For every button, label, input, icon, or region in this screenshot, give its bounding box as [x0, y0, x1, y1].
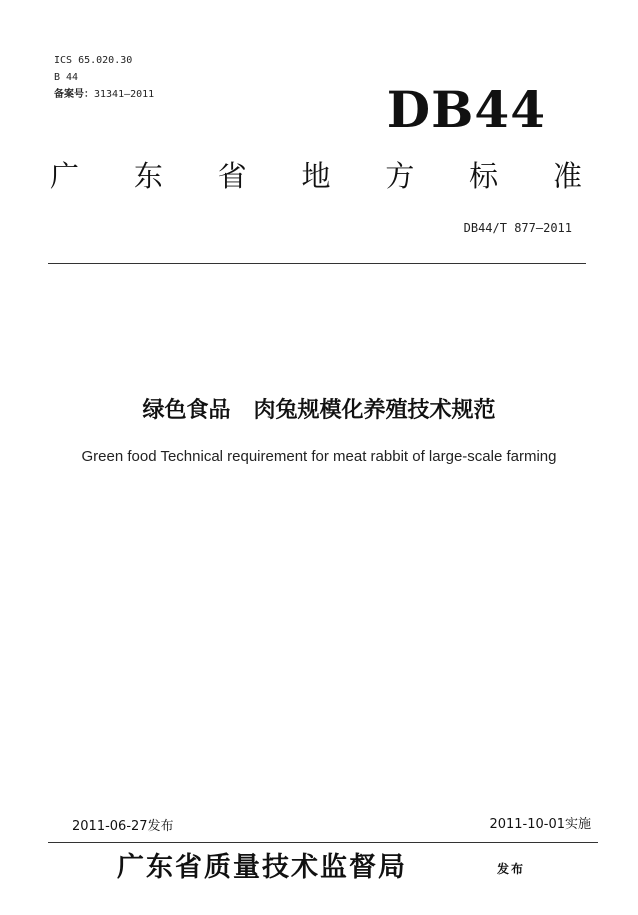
standard-number: DB44/T 877—2011 [463, 221, 572, 235]
standard-type-char: 准 [552, 159, 582, 193]
standard-type-char: 东 [133, 159, 163, 193]
issue-date: 2011-06-27发布 [72, 819, 174, 834]
standard-type-char: 广 [50, 159, 80, 193]
standard-type-char: 方 [385, 159, 415, 193]
standard-type-char: 地 [301, 159, 331, 193]
bottom-divider [48, 842, 598, 843]
issuer-suffix: 发布 [497, 862, 526, 876]
title-chinese: 绿色食品 肉兔规模化养殖技术规范 [142, 398, 496, 423]
record-value: 31341—2011 [94, 89, 155, 100]
title-english: Green food Technical requirement for meat rabbit of large-scale farming [81, 448, 557, 465]
standard-logo: DB44 [386, 80, 546, 139]
standard-type-char: 标 [469, 159, 499, 193]
record-label: 备案号： [54, 89, 94, 100]
ics-code: ICS 65.020.30 [54, 55, 133, 66]
standard-type-char: 省 [217, 159, 247, 193]
top-divider [48, 263, 586, 264]
standard-type-heading [50, 158, 582, 194]
record-number [54, 89, 154, 101]
issuing-authority: 广东省质量技术监督局 [117, 852, 407, 883]
implementation-date: 2011-10-01实施 [489, 817, 591, 832]
classification-code: B 44 [54, 72, 79, 83]
